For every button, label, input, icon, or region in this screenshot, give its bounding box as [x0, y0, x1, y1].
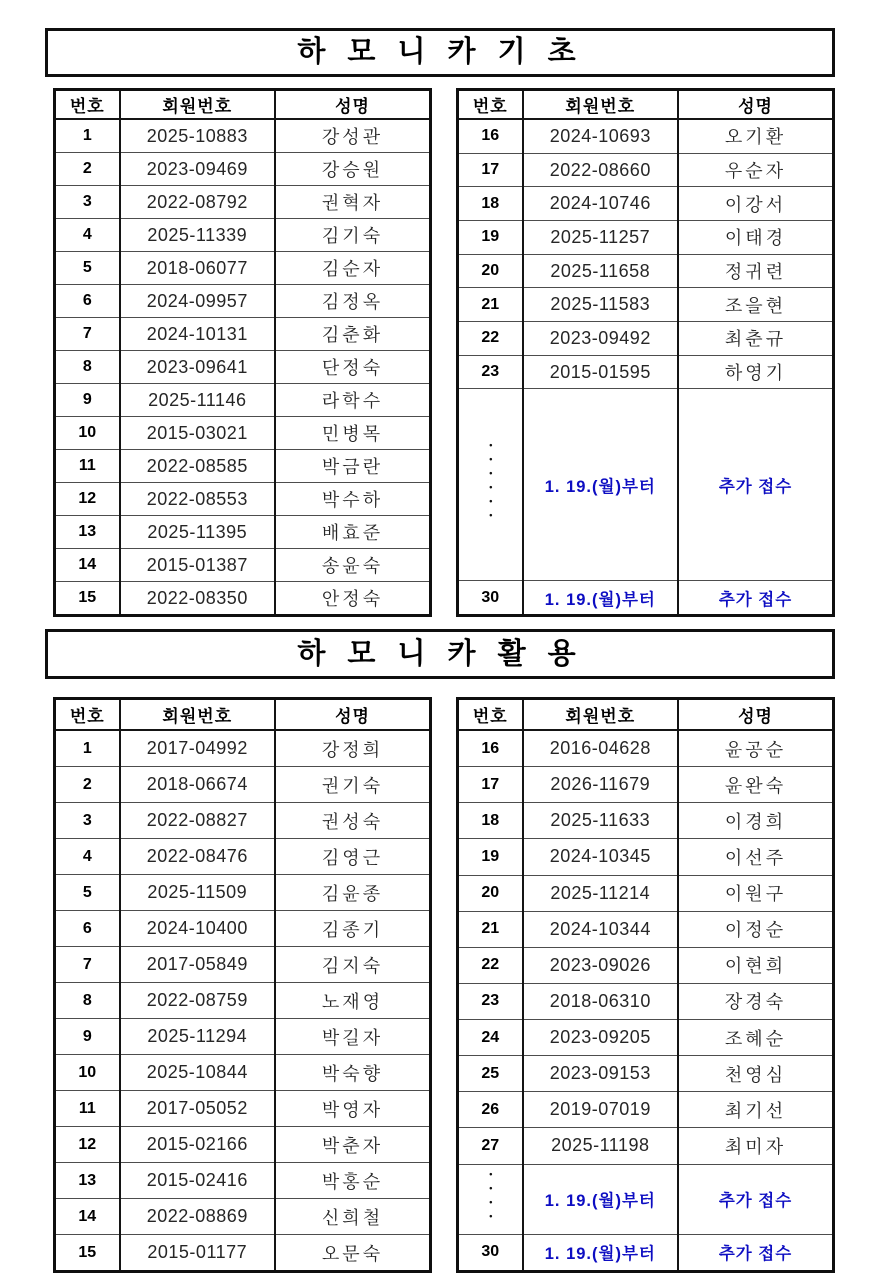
- table-row: [458, 187, 834, 221]
- member-id: 2024-09957: [120, 285, 275, 318]
- member-name: 최춘규: [678, 322, 833, 356]
- member-name: 김춘화: [275, 318, 430, 351]
- member-id: 2023-09153: [523, 1056, 678, 1092]
- table-row: [458, 730, 834, 767]
- table-row: [55, 516, 431, 549]
- table-row: [55, 417, 431, 450]
- ellipsis-cell: [458, 1164, 523, 1234]
- additional-signup-note: 추가 접수: [678, 581, 833, 616]
- additional-signup-date: 1. 19.(월)부터: [523, 581, 678, 616]
- member-no: 22: [458, 322, 523, 356]
- member-id: 2023-09492: [523, 322, 678, 356]
- member-name: 조을현: [678, 288, 833, 322]
- header-name: 성명: [275, 699, 430, 731]
- member-no: 3: [55, 803, 120, 839]
- member-name: 박홍순: [275, 1163, 430, 1199]
- member-id: 2015-01595: [523, 355, 678, 389]
- member-name: 민병목: [275, 417, 430, 450]
- additional-signup-note: 추가 접수: [678, 389, 833, 581]
- member-name: 이현희: [678, 947, 833, 983]
- member-name: 최미자: [678, 1128, 833, 1164]
- member-id: 2019-07019: [523, 1092, 678, 1128]
- table-row: [55, 119, 431, 153]
- member-id: 2022-08585: [120, 450, 275, 483]
- table-row: [55, 803, 431, 839]
- member-id: 2024-10746: [523, 187, 678, 221]
- additional-signup-row: [458, 1164, 834, 1234]
- member-no: 30: [458, 581, 523, 616]
- member-no: 1: [55, 730, 120, 767]
- member-id: 2015-01177: [120, 1235, 275, 1272]
- table-row: [55, 186, 431, 219]
- member-name: 김영근: [275, 839, 430, 875]
- table-row: [55, 1055, 431, 1091]
- member-id: 2018-06674: [120, 767, 275, 803]
- roster-table-basics-left: [53, 88, 432, 617]
- member-id: 2022-08553: [120, 483, 275, 516]
- section-harmonica-application: [0, 629, 880, 1273]
- member-name: 천영심: [678, 1056, 833, 1092]
- member-no: 13: [55, 516, 120, 549]
- roster-table-basics-right: [456, 88, 835, 617]
- member-no: 7: [55, 318, 120, 351]
- header-no: 번호: [55, 90, 120, 120]
- member-id: 2018-06310: [523, 983, 678, 1019]
- member-id: 2022-08350: [120, 582, 275, 616]
- member-name: 김정옥: [275, 285, 430, 318]
- member-no: 6: [55, 911, 120, 947]
- member-name: 최기선: [678, 1092, 833, 1128]
- member-no: 16: [458, 119, 523, 153]
- member-name: 이선주: [678, 839, 833, 875]
- table-row: [55, 549, 431, 582]
- table-row: [458, 254, 834, 288]
- table-row: [458, 1020, 834, 1056]
- member-id: 2016-04628: [523, 730, 678, 767]
- table-row: [458, 803, 834, 839]
- table-row: [458, 911, 834, 947]
- member-no: 21: [458, 288, 523, 322]
- member-id: 2015-01387: [120, 549, 275, 582]
- member-name: 안정숙: [275, 582, 430, 616]
- member-no: 3: [55, 186, 120, 219]
- table-row: [458, 288, 834, 322]
- member-name: 강승원: [275, 153, 430, 186]
- member-no: 9: [55, 384, 120, 417]
- member-name: 이태경: [678, 221, 833, 255]
- table-row: [55, 1091, 431, 1127]
- table-row: [458, 221, 834, 255]
- member-id: 2022-08827: [120, 803, 275, 839]
- member-id: 2017-05849: [120, 947, 275, 983]
- member-no: 15: [55, 582, 120, 616]
- member-id: 2022-08792: [120, 186, 275, 219]
- table-row: [55, 875, 431, 911]
- member-no: 14: [55, 1199, 120, 1235]
- member-id: 2022-08476: [120, 839, 275, 875]
- member-name: 하영기: [678, 355, 833, 389]
- member-id: 2022-08869: [120, 1199, 275, 1235]
- member-name: 조혜순: [678, 1020, 833, 1056]
- table-row: [55, 1199, 431, 1235]
- member-name: 장경숙: [678, 983, 833, 1019]
- header-row: [458, 90, 834, 120]
- member-no: 16: [458, 730, 523, 767]
- member-name: 권성숙: [275, 803, 430, 839]
- roster-table-application-right: [456, 697, 835, 1273]
- member-id: 2022-08759: [120, 983, 275, 1019]
- member-name: 박춘자: [275, 1127, 430, 1163]
- member-no: 30: [458, 1234, 523, 1271]
- table-row: [458, 767, 834, 803]
- member-no: 10: [55, 1055, 120, 1091]
- table-row: [55, 384, 431, 417]
- member-id: 2025-11294: [120, 1019, 275, 1055]
- member-name: 라학수: [275, 384, 430, 417]
- table-row: [55, 1127, 431, 1163]
- member-name: 송윤숙: [275, 549, 430, 582]
- member-id: 2025-11198: [523, 1128, 678, 1164]
- header-member-id: 회원번호: [523, 699, 678, 731]
- member-name: 김순자: [275, 252, 430, 285]
- member-name: 이원구: [678, 875, 833, 911]
- member-no: 12: [55, 1127, 120, 1163]
- member-id: 2025-11146: [120, 384, 275, 417]
- table-row: [458, 322, 834, 356]
- header-member-id: 회원번호: [120, 90, 275, 120]
- member-no: 17: [458, 767, 523, 803]
- member-name: 강성관: [275, 119, 430, 153]
- table-row-30: [458, 1234, 834, 1271]
- member-no: 27: [458, 1128, 523, 1164]
- member-id: 2024-10344: [523, 911, 678, 947]
- table-row: [55, 318, 431, 351]
- member-no: 23: [458, 355, 523, 389]
- member-name: 김종기: [275, 911, 430, 947]
- header-no: 번호: [458, 699, 523, 731]
- member-id: 2024-10693: [523, 119, 678, 153]
- member-id: 2025-10844: [120, 1055, 275, 1091]
- member-id: 2022-08660: [523, 153, 678, 187]
- table-row: [458, 1092, 834, 1128]
- section-title-basics: 하 모 니 카 기 초: [45, 28, 835, 77]
- member-name: 우순자: [678, 153, 833, 187]
- member-name: 노재영: [275, 983, 430, 1019]
- member-name: 신희철: [275, 1199, 430, 1235]
- header-name: 성명: [275, 90, 430, 120]
- member-id: 2025-11257: [523, 221, 678, 255]
- ellipsis-cell: [458, 389, 523, 581]
- table-row: [55, 983, 431, 1019]
- member-name: 단정숙: [275, 351, 430, 384]
- member-name: 오문숙: [275, 1235, 430, 1272]
- member-no: 1: [55, 119, 120, 153]
- header-row: [55, 90, 431, 120]
- member-no: 14: [55, 549, 120, 582]
- member-no: 19: [458, 839, 523, 875]
- member-id: 2015-02416: [120, 1163, 275, 1199]
- member-name: 박영자: [275, 1091, 430, 1127]
- table-row: [55, 1163, 431, 1199]
- member-name: 강정희: [275, 730, 430, 767]
- member-no: 2: [55, 153, 120, 186]
- table-row: [55, 1019, 431, 1055]
- member-id: 2023-09205: [523, 1020, 678, 1056]
- member-id: 2025-11633: [523, 803, 678, 839]
- table-row: [458, 947, 834, 983]
- member-name: 윤공순: [678, 730, 833, 767]
- roster-table-application-left: [53, 697, 432, 1273]
- member-name: 박숙향: [275, 1055, 430, 1091]
- table-row: [55, 450, 431, 483]
- member-no: 11: [55, 1091, 120, 1127]
- member-name: 김기숙: [275, 219, 430, 252]
- member-name: 권기숙: [275, 767, 430, 803]
- member-name: 박금란: [275, 450, 430, 483]
- member-no: 21: [458, 911, 523, 947]
- member-no: 20: [458, 254, 523, 288]
- vertical-ellipsis-icon: ••••: [485, 1168, 496, 1225]
- member-id: 2025-11214: [523, 875, 678, 911]
- table-row: [55, 153, 431, 186]
- table-row: [55, 351, 431, 384]
- member-name: 박수하: [275, 483, 430, 516]
- member-id: 2018-06077: [120, 252, 275, 285]
- member-name: 정귀련: [678, 254, 833, 288]
- member-no: 23: [458, 983, 523, 1019]
- section-harmonica-basics: [0, 28, 880, 617]
- member-name: 박길자: [275, 1019, 430, 1055]
- header-member-id: 회원번호: [523, 90, 678, 120]
- member-id: 2015-02166: [120, 1127, 275, 1163]
- table-row: [55, 1235, 431, 1272]
- table-row: [55, 483, 431, 516]
- member-id: 2024-10131: [120, 318, 275, 351]
- member-name: 김지숙: [275, 947, 430, 983]
- member-no: 5: [55, 252, 120, 285]
- member-id: 2025-11339: [120, 219, 275, 252]
- member-id: 2017-04992: [120, 730, 275, 767]
- table-row: [55, 839, 431, 875]
- additional-signup-note: 추가 접수: [678, 1164, 833, 1234]
- member-name: 권혁자: [275, 186, 430, 219]
- additional-signup-date: 1. 19.(월)부터: [523, 1234, 678, 1271]
- header-member-id: 회원번호: [120, 699, 275, 731]
- member-id: 2025-11658: [523, 254, 678, 288]
- member-no: 10: [55, 417, 120, 450]
- member-no: 5: [55, 875, 120, 911]
- table-row: [458, 1128, 834, 1164]
- member-no: 4: [55, 219, 120, 252]
- header-name: 성명: [678, 699, 833, 731]
- member-no: 8: [55, 983, 120, 1019]
- table-row: [458, 119, 834, 153]
- member-no: 24: [458, 1020, 523, 1056]
- table-row: [55, 767, 431, 803]
- table-row: [55, 252, 431, 285]
- table-row-30: [458, 581, 834, 616]
- member-no: 15: [55, 1235, 120, 1272]
- member-name: 이정순: [678, 911, 833, 947]
- table-row: [458, 153, 834, 187]
- vertical-ellipsis-icon: ••••••: [485, 440, 496, 525]
- member-id: 2015-03021: [120, 417, 275, 450]
- table-row: [55, 219, 431, 252]
- member-no: 6: [55, 285, 120, 318]
- member-name: 이경희: [678, 803, 833, 839]
- section-title-application: 하 모 니 카 활 용: [45, 629, 835, 679]
- member-id: 2025-10883: [120, 119, 275, 153]
- member-no: 2: [55, 767, 120, 803]
- member-name: 오기환: [678, 119, 833, 153]
- member-no: 26: [458, 1092, 523, 1128]
- member-no: 12: [55, 483, 120, 516]
- member-no: 18: [458, 803, 523, 839]
- member-id: 2025-11583: [523, 288, 678, 322]
- member-id: 2025-11395: [120, 516, 275, 549]
- member-id: 2017-05052: [120, 1091, 275, 1127]
- table-row: [458, 1056, 834, 1092]
- header-name: 성명: [678, 90, 833, 120]
- member-name: 이강서: [678, 187, 833, 221]
- table-row: [458, 355, 834, 389]
- member-no: 4: [55, 839, 120, 875]
- additional-signup-date: 1. 19.(월)부터: [523, 1164, 678, 1234]
- table-row: [55, 730, 431, 767]
- member-no: 17: [458, 153, 523, 187]
- member-id: 2024-10345: [523, 839, 678, 875]
- member-no: 18: [458, 187, 523, 221]
- header-row: [458, 699, 834, 731]
- tables-application: [53, 697, 835, 1273]
- member-id: 2023-09641: [120, 351, 275, 384]
- member-no: 7: [55, 947, 120, 983]
- additional-signup-date: 1. 19.(월)부터: [523, 389, 678, 581]
- tables-basics: [53, 88, 835, 617]
- member-id: 2023-09026: [523, 947, 678, 983]
- header-no: 번호: [458, 90, 523, 120]
- member-name: 배효준: [275, 516, 430, 549]
- table-row: [55, 582, 431, 616]
- table-row: [458, 983, 834, 1019]
- table-row: [458, 839, 834, 875]
- table-row: [55, 285, 431, 318]
- member-no: 13: [55, 1163, 120, 1199]
- member-no: 9: [55, 1019, 120, 1055]
- table-row: [55, 947, 431, 983]
- member-no: 20: [458, 875, 523, 911]
- member-id: 2023-09469: [120, 153, 275, 186]
- header-row: [55, 699, 431, 731]
- table-row: [458, 875, 834, 911]
- member-id: 2025-11509: [120, 875, 275, 911]
- member-no: 25: [458, 1056, 523, 1092]
- header-no: 번호: [55, 699, 120, 731]
- table-row: [55, 911, 431, 947]
- member-no: 19: [458, 221, 523, 255]
- member-no: 22: [458, 947, 523, 983]
- member-id: 2024-10400: [120, 911, 275, 947]
- member-no: 8: [55, 351, 120, 384]
- member-name: 윤완숙: [678, 767, 833, 803]
- additional-signup-row: [458, 389, 834, 581]
- member-no: 11: [55, 450, 120, 483]
- member-id: 2026-11679: [523, 767, 678, 803]
- additional-signup-note: 추가 접수: [678, 1234, 833, 1271]
- member-name: 김윤종: [275, 875, 430, 911]
